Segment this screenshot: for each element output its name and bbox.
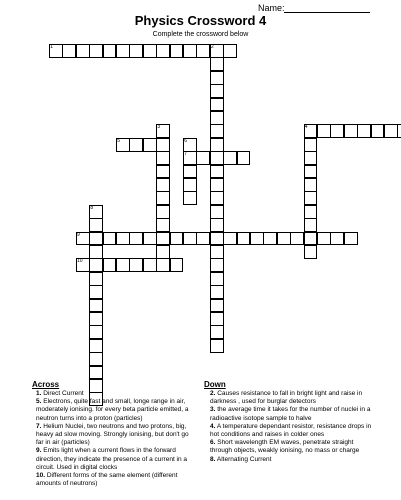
crossword-cell[interactable] [384, 124, 398, 138]
crossword-cell[interactable] [156, 165, 170, 179]
crossword-cell[interactable] [62, 44, 76, 58]
crossword-cell[interactable] [156, 191, 170, 205]
clue-number: 9 [77, 231, 80, 238]
crossword-cell[interactable] [143, 258, 157, 272]
crossword-cell[interactable] [357, 124, 371, 138]
page-title: Physics Crossword 4 [134, 13, 267, 28]
crossword-cell[interactable] [304, 178, 318, 192]
crossword-cell[interactable] [89, 312, 103, 326]
crossword-cell[interactable] [89, 218, 103, 232]
crossword-cell[interactable] [304, 138, 318, 152]
crossword-cell[interactable] [210, 84, 224, 98]
crossword-cell[interactable] [76, 44, 90, 58]
crossword-cell[interactable] [103, 44, 117, 58]
crossword-cell[interactable] [156, 178, 170, 192]
crossword-cell[interactable] [89, 325, 103, 339]
crossword-cell[interactable] [210, 272, 224, 286]
crossword-cell[interactable] [304, 151, 318, 165]
across-clue: 1. Direct Current [36, 390, 84, 397]
crossword-cell[interactable] [156, 232, 170, 246]
crossword-cell[interactable] [210, 111, 224, 125]
crossword-cell[interactable] [210, 325, 224, 339]
across-clue-list [36, 390, 198, 488]
crossword-cell[interactable] [210, 285, 224, 299]
crossword-cell[interactable] [183, 165, 197, 179]
crossword-cell[interactable] [129, 232, 143, 246]
crossword-cell[interactable] [156, 245, 170, 259]
crossword-cell[interactable] [210, 205, 224, 219]
crossword-cell[interactable] [89, 258, 103, 272]
crossword-cell[interactable] [170, 44, 184, 58]
crossword-cell[interactable] [196, 151, 210, 165]
crossword-cell[interactable] [183, 178, 197, 192]
crossword-cell[interactable] [223, 44, 237, 58]
crossword-cell[interactable] [103, 258, 117, 272]
crossword-cell[interactable] [196, 44, 210, 58]
crossword-cell[interactable] [156, 44, 170, 58]
clue-number: 3 [157, 124, 161, 131]
crossword-cell[interactable] [210, 151, 224, 165]
crossword-cell[interactable] [129, 258, 143, 272]
clue-number: 7 [184, 151, 187, 158]
crossword-cell[interactable] [250, 232, 264, 246]
crossword-cell[interactable] [89, 352, 103, 366]
clue-number: 6 [184, 137, 187, 144]
crossword-cell[interactable] [371, 124, 385, 138]
crossword-cell[interactable] [170, 258, 184, 272]
across-clue: 9. Emits light when a current flows in the forward direction, they indicate the presence of a current in a circuit. Used in digital clocks [36, 447, 188, 471]
crossword-cell[interactable] [344, 232, 358, 246]
crossword-cell[interactable] [89, 272, 103, 286]
across-clue: 10. Different forms of the same element (different amounts of neutrons) [36, 472, 178, 488]
crossword-cell[interactable] [210, 98, 224, 112]
crossword-cell[interactable] [290, 232, 304, 246]
clue-number: 2 [211, 44, 214, 50]
crossword-cell[interactable] [210, 138, 224, 152]
crossword-cell[interactable] [210, 178, 224, 192]
crossword-cell[interactable] [116, 232, 130, 246]
down-clue: 8. Alternating Current [210, 455, 272, 463]
crossword-cell[interactable] [116, 44, 130, 58]
crossword-cell[interactable] [156, 138, 170, 152]
crossword-cell[interactable] [304, 232, 318, 246]
down-clue: 6. Short wavelength EM waves, penetrate straight through objects, weakly ionising, no mass or charge [210, 439, 360, 455]
crossword-cell[interactable] [89, 232, 103, 246]
crossword-cell[interactable] [263, 232, 277, 246]
down-clue: 4. A temperature dependant resistor, resistance drops in hot conditions and raises in colder ones [210, 422, 372, 439]
crossword-cell[interactable] [210, 258, 224, 272]
crossword-cell[interactable] [210, 191, 224, 205]
crossword-cell[interactable] [223, 232, 237, 246]
crossword-cell[interactable] [237, 151, 251, 165]
crossword-cell[interactable] [237, 232, 251, 246]
crossword-cell[interactable] [304, 245, 318, 259]
crossword-cell[interactable] [183, 232, 197, 246]
crossword-cell[interactable] [344, 124, 358, 138]
crossword-cell[interactable] [129, 44, 143, 58]
name-label: Name: [258, 3, 285, 13]
crossword-cell[interactable] [304, 218, 318, 232]
clue-number: 4 [304, 124, 308, 131]
crossword-cell[interactable] [156, 151, 170, 165]
crossword-cell[interactable] [116, 258, 130, 272]
page-subtitle: Complete the crossword below [152, 31, 249, 38]
crossword-cell[interactable] [89, 366, 103, 380]
crossword-cell[interactable] [89, 44, 103, 58]
clue-number: 1 [50, 44, 53, 50]
crossword-cell[interactable] [277, 232, 291, 246]
down-heading: Down [204, 380, 226, 389]
crossword-cell[interactable] [210, 165, 224, 179]
across-heading: Across [32, 380, 60, 389]
crossword-cell[interactable] [89, 245, 103, 259]
crossword-cell[interactable] [210, 124, 224, 138]
across-clue: 5. Electrons, quite fast and small, longe range in air, moderately ionising. for every beta particle emitted, a neutron turns into a proton (particles) [36, 398, 189, 422]
crossword-cell[interactable] [156, 205, 170, 219]
crossword-cell[interactable] [103, 232, 117, 246]
crossword-cell[interactable] [210, 218, 224, 232]
crossword-cell[interactable] [210, 57, 224, 71]
crossword-cell[interactable] [304, 165, 318, 179]
crossword-cell[interactable] [210, 245, 224, 259]
crossword-cell[interactable] [304, 191, 318, 205]
crossword-cell[interactable] [317, 232, 331, 246]
down-clue: 3. the average time it takes for the number of nuclei in a radioactive isotope sample to halve [210, 406, 371, 422]
crossword-cell[interactable] [397, 124, 401, 138]
crossword-cell[interactable] [89, 285, 103, 299]
crossword-cell[interactable] [317, 124, 331, 138]
clue-number: 10 [77, 258, 83, 265]
clue-number: 5 [117, 137, 120, 144]
down-clue: 2. Causes resistance to fall in bright light and raise in darkness , used for burglar detectors [210, 390, 363, 406]
crossword-cell[interactable] [304, 205, 318, 219]
crossword-cell[interactable] [330, 232, 344, 246]
crossword-cell[interactable] [210, 299, 224, 313]
crossword-cell[interactable] [143, 232, 157, 246]
crossword-cell[interactable] [210, 71, 224, 85]
crossword-cell[interactable] [143, 44, 157, 58]
crossword-cell[interactable] [89, 299, 103, 313]
crossword-cell[interactable] [223, 151, 237, 165]
crossword-cell[interactable] [143, 138, 157, 152]
clue-number: 8 [90, 204, 94, 211]
across-clue: 7. Helium Nuclei, two neutrons and two protons, big, heavy ad slow moving. Strongly ionising, but don't go far in air (particles) [36, 422, 189, 447]
down-clue-list [210, 390, 375, 464]
crossword-cell[interactable] [156, 218, 170, 232]
crossword-cell[interactable] [156, 258, 170, 272]
crossword-cell[interactable] [330, 124, 344, 138]
crossword-cell[interactable] [170, 232, 184, 246]
crossword-cell[interactable] [196, 232, 210, 246]
crossword-cell[interactable] [129, 138, 143, 152]
crossword-cell[interactable] [210, 232, 224, 246]
crossword-cell[interactable] [210, 312, 224, 326]
crossword-cell[interactable] [183, 191, 197, 205]
crossword-cell[interactable] [210, 339, 224, 353]
crossword-cell[interactable] [183, 44, 197, 58]
crossword-cell[interactable] [89, 339, 103, 353]
